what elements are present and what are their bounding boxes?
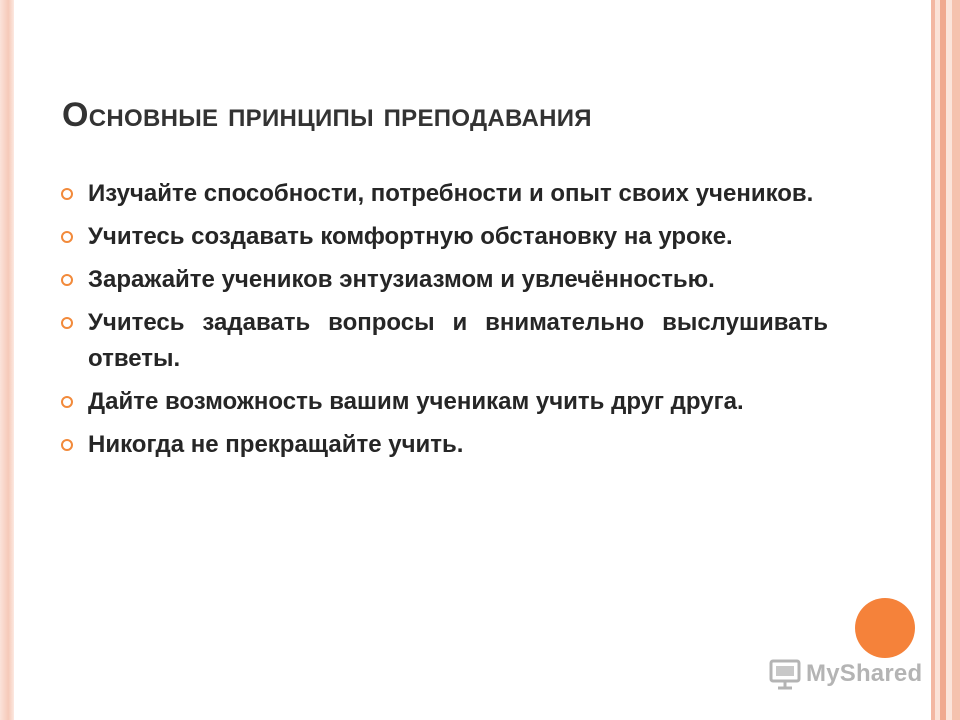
bullet-marker-icon — [61, 439, 73, 451]
bullet-text: Учитесь задавать вопросы и внимательно выслушивать ответы. — [88, 309, 828, 372]
bullet-item — [58, 262, 828, 298]
watermark-text: MyShared — [806, 660, 923, 687]
bullet-text: Никогда не прекращайте учить. — [88, 431, 464, 458]
bullet-marker-icon — [61, 317, 73, 329]
bullet-text: Изучайте способности, потребности и опыт своих учеников. — [88, 180, 814, 207]
bullet-text: Дайте возможность вашим ученикам учить друг друга. — [88, 388, 744, 415]
bullet-marker-icon — [61, 231, 73, 243]
bullet-item — [58, 427, 828, 463]
left-frame-border — [0, 0, 14, 720]
bullet-marker-icon — [61, 188, 73, 200]
bullet-item — [58, 305, 828, 377]
bullet-text: Учитесь создавать комфортную обстановку на уроке. — [88, 223, 733, 250]
bullet-text: Заражайте учеников энтузиазмом и увлечённостью. — [88, 266, 715, 293]
bullet-list — [58, 176, 828, 470]
decorative-orange-circle — [855, 598, 915, 658]
slide-title: Основные принципы преподавания — [62, 96, 592, 134]
bullet-item — [58, 176, 828, 212]
bullet-marker-icon — [61, 396, 73, 408]
bullet-item — [58, 219, 828, 255]
right-frame-border — [928, 0, 960, 720]
myshared-watermark — [768, 656, 922, 692]
presentation-board-icon — [768, 657, 802, 691]
bullet-item — [58, 384, 828, 420]
bullet-marker-icon — [61, 274, 73, 286]
